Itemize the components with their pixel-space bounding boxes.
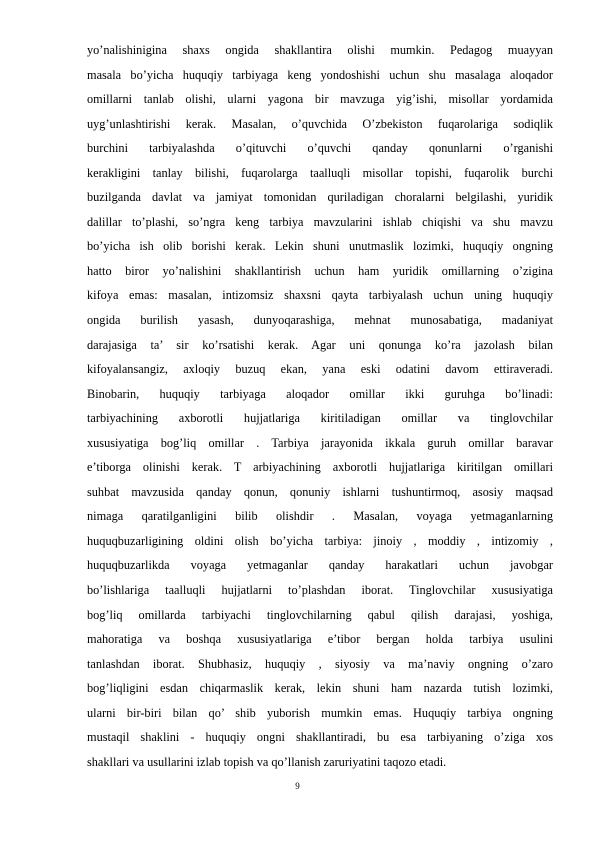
text-line: Binobarin, huquqiy tarbiyaga aloqador omillar ikki guruhga bo’linadi:: [87, 386, 553, 401]
text-line: omillarni tanlab olishi, ularni yagona bir mavzuga yig’ishi, misollar yordamida: [87, 92, 553, 107]
text-line: bog’liq omillarda tarbiyachi tinglovchilarning qabul qilish darajasi, yoshiga,: [87, 607, 553, 622]
text-line: kerakligini tanlay bilishi, fuqarolarga taalluqli misollar topishi, fuqarolik burchi: [87, 165, 553, 180]
text-line: burchini tarbiyalashda o’qituvchi o’quvchi qanday qonunlarni o’rganishi: [87, 141, 553, 156]
text-line: huquqbuzarligining oldini olish bo’yicha tarbiya: jinoiy , moddiy , intizomiy ,: [87, 533, 553, 548]
body-text: [87, 38, 553, 774]
text-line: xususiyatiga bog’liq omillar . Tarbiya jarayonida ikkala guruh omillar baravar: [87, 435, 553, 450]
text-line: suhbat mavzusida qanday qonun, qonuniy ishlarni tushuntirmoq, asosiy maqsad: [87, 484, 553, 499]
text-line: tanlashdan iborat. Shubhasiz, huquqiy , siyosiy va ma’naviy ongning o’zaro: [87, 656, 553, 671]
text-line: bo’lishlariga taalluqli hujjatlarni to’plashdan iborat. Tinglovchilar xususiyatiga: [87, 583, 553, 598]
text-line: mustaqil shaklini - huquqiy ongni shakllantiradi, bu esa tarbiyaning o’ziga xos: [87, 730, 553, 745]
text-line: kifoyalansangiz, axloqiy buzuq ekan, yana eski odatini davom ettiraveradi.: [87, 362, 553, 377]
text-line: buzilganda davlat va jamiyat tomonidan quriladigan choralarni belgilashi, yuridik: [87, 190, 553, 205]
text-line: yo’nalishinigina shaxs ongida shakllantira olishi mumkin. Pedagog muayyan: [87, 43, 553, 57]
text-line: dalillar to’plashi, so’ngra keng tarbiya mavzularini ishlab chiqishi va shu mavzu: [87, 214, 553, 229]
text-line: mahoratiga va boshqa xususiyatlariga e’tibor bergan holda tarbiya usulini: [87, 632, 553, 647]
text-line: darajasiga ta’ sir ko’rsatishi kerak. Agar uni qonunga ko’ra jazolash bilan: [87, 337, 553, 352]
text-line: ongida burilish yasash, dunyoqarashiga, mehnat munosabatiga, madaniyat: [87, 313, 553, 328]
text-line: nimaga qaratilganligini bilib olishdir . Masalan, voyaga yetmaganlarning: [87, 509, 553, 524]
text-line: masala bo’yicha huquqiy tarbiyaga keng yondoshishi uchun shu masalaga aloqador: [87, 67, 553, 82]
text-line: e’tiborga olinishi kerak. T arbiyachining axborotli hujjatlariga kiritilgan omillari: [87, 460, 553, 475]
text-line: kifoya emas: masalan, intizomsiz shaxsni qayta tarbiyalash uchun uning huquqiy: [87, 288, 553, 303]
text-line: bog’liqligini esdan chiqarmaslik kerak, lekin shuni ham nazarda tutish lozimki,: [87, 681, 553, 696]
text-line: uyg’unlashtirishi kerak. Masalan, o’quvchida O’zbekiston fuqarolariga sodiqlik: [87, 116, 553, 131]
text-line: ularni bir-biri bilan qo’ shib yuborish mumkin emas. Huquqiy tarbiya ongning: [87, 705, 553, 720]
text-line: bo’yicha ish olib borishi kerak. Lekin shuni unutmaslik lozimki, huquqiy ongning: [87, 239, 553, 254]
text-line: tarbiyachining axborotli hujjatlariga kiritiladigan omillar va tinglovchilar: [87, 411, 553, 426]
text-line: shakllari va usullarini izlab topish va qo’llanish zaruriyatini taqozo etadi.: [87, 754, 447, 769]
text-line: hatto biror yo’nalishini shakllantirish uchun ham yuridik omillarning o’zigina: [87, 263, 553, 278]
page-number: 9: [295, 781, 300, 791]
text-line: huquqbuzarlikda voyaga yetmaganlar qanday harakatlari uchun javobgar: [87, 558, 553, 573]
